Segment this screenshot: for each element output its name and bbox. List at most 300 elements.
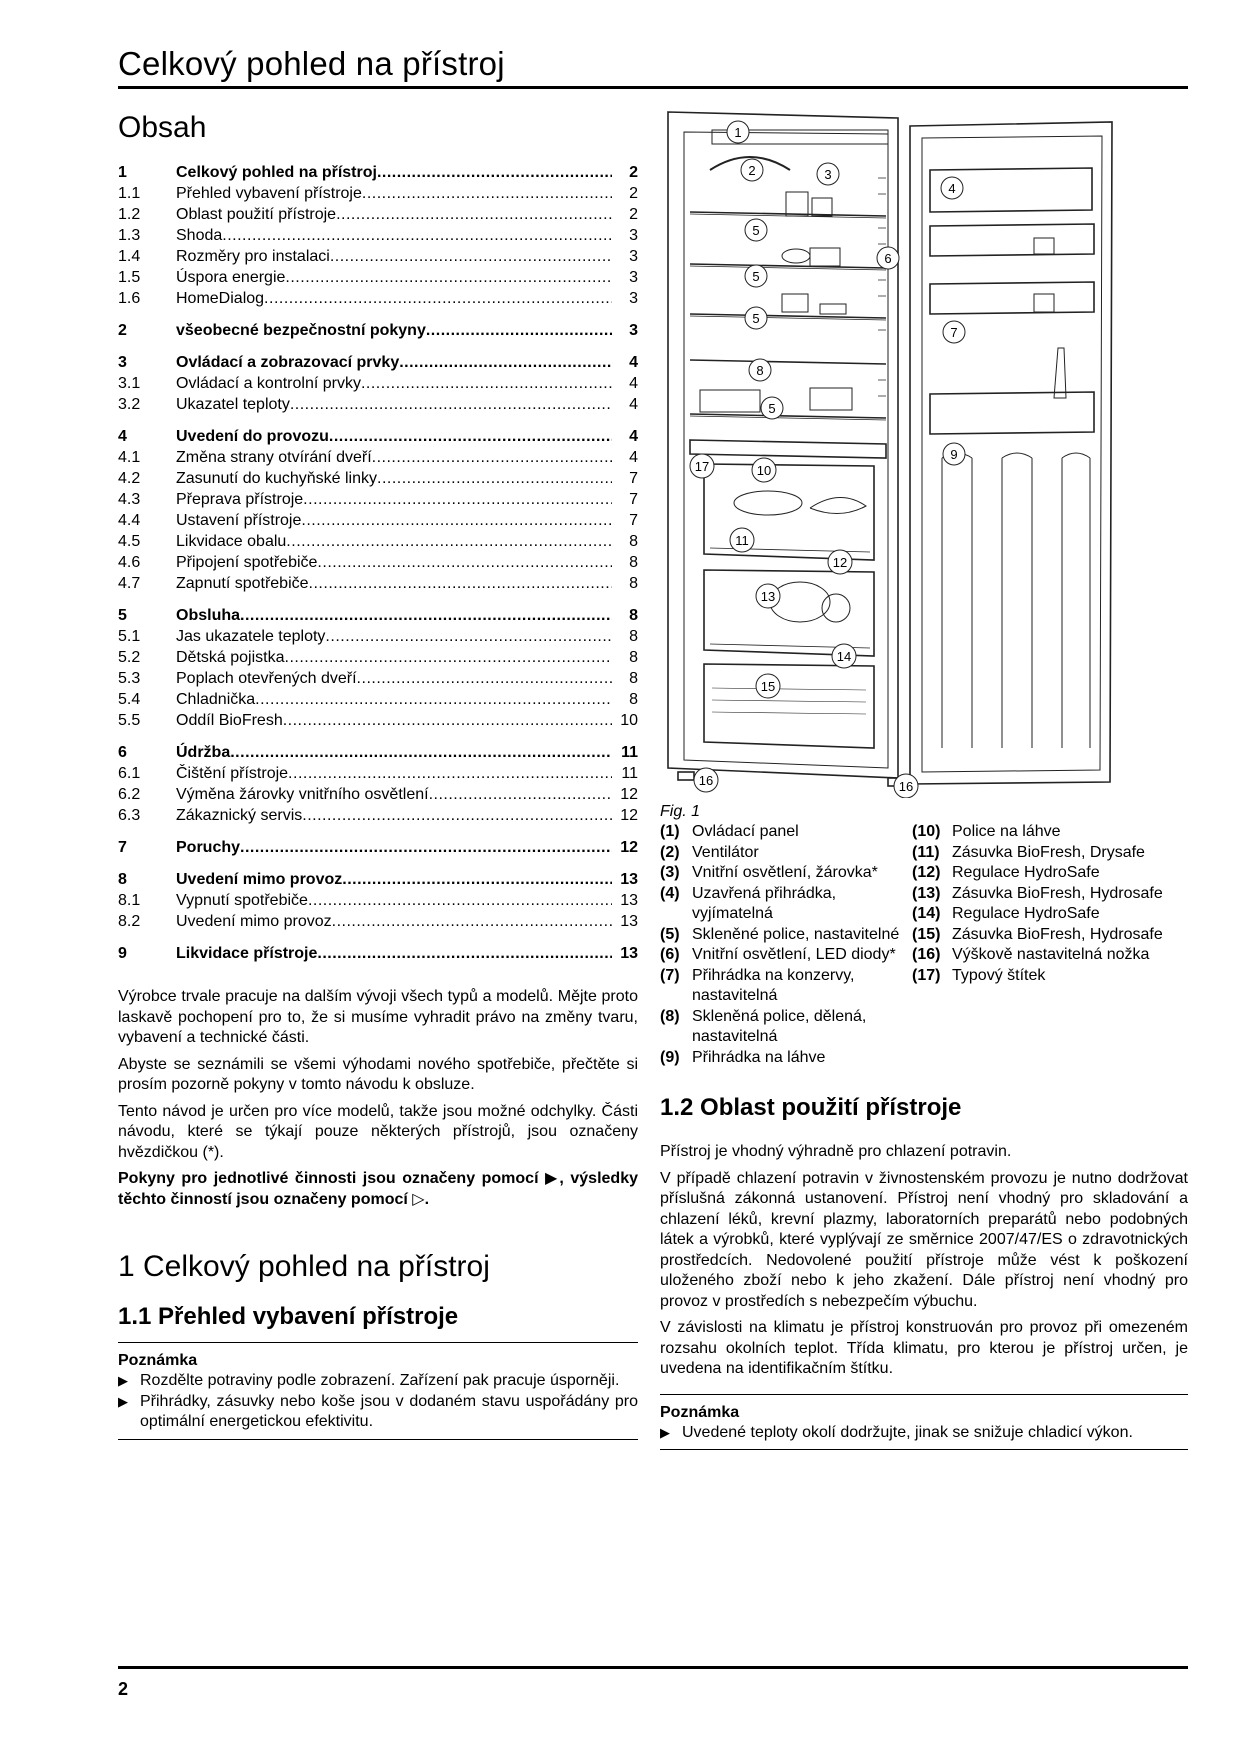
toc-entry[interactable] bbox=[118, 784, 638, 805]
note-item-text: Rozdělte potraviny podle zobrazení. Zařízení pak pracuje úsporněji. bbox=[140, 1372, 620, 1389]
toc-entry[interactable] bbox=[118, 373, 638, 394]
callout-11 bbox=[730, 528, 754, 552]
toc-leader-dots bbox=[288, 763, 612, 784]
toc-leader-dots bbox=[336, 204, 612, 225]
legend-item-text: Skleněné police, nastavitelné bbox=[692, 925, 900, 943]
toc-entry[interactable] bbox=[118, 742, 638, 763]
legend-item bbox=[660, 884, 912, 925]
svg-text:3: 3 bbox=[824, 167, 832, 182]
toc-entry[interactable] bbox=[118, 320, 638, 341]
callout-1 bbox=[727, 121, 749, 143]
fridge-illustration bbox=[660, 108, 1120, 798]
toc-leader-dots bbox=[325, 626, 612, 647]
legend-item-text: Typový štítek bbox=[952, 966, 1046, 984]
svg-text:4: 4 bbox=[948, 181, 956, 196]
legend-item bbox=[660, 1007, 912, 1048]
toc-entry-page: 13 bbox=[620, 892, 638, 909]
legend-item-text: Ventilátor bbox=[692, 843, 759, 861]
toc-entry-title: Poruchy bbox=[176, 839, 241, 856]
callout-5d bbox=[761, 397, 783, 419]
toc-entry[interactable] bbox=[118, 805, 638, 826]
toc-entry-page: 11 bbox=[621, 744, 638, 761]
toc-entry-page: 8 bbox=[629, 628, 638, 645]
toc-entry-title: Ovládací a kontrolní prvky bbox=[176, 375, 361, 392]
legend-item bbox=[912, 843, 1188, 864]
toc-spacer bbox=[118, 858, 638, 869]
toc-entry-page: 7 bbox=[629, 512, 638, 529]
callout-2 bbox=[741, 159, 763, 181]
legend-item-number: (3) bbox=[660, 864, 680, 881]
toc-entry-page: 13 bbox=[620, 913, 638, 930]
toc-entry-page: 8 bbox=[629, 670, 638, 687]
legend-item bbox=[912, 884, 1188, 905]
toc-entry[interactable] bbox=[118, 510, 638, 531]
toc-entry[interactable] bbox=[118, 531, 638, 552]
legend-item-text: Regulace HydroSafe bbox=[952, 905, 1100, 922]
toc-entry-title: HomeDialog bbox=[176, 290, 265, 307]
section-1-1-heading: 1.1 Přehled vybavení přístroje bbox=[118, 1303, 459, 1330]
toc-entry-page: 12 bbox=[620, 807, 638, 824]
door-outline bbox=[910, 122, 1112, 784]
callout-5c bbox=[745, 307, 767, 329]
svg-text:8: 8 bbox=[756, 363, 764, 378]
callout-9 bbox=[943, 443, 965, 465]
toc-entry-number: 8.2 bbox=[118, 913, 141, 930]
left-column bbox=[118, 108, 638, 1440]
toc-leader-dots bbox=[399, 352, 612, 373]
toc-entry[interactable] bbox=[118, 869, 638, 890]
callout-16b bbox=[894, 774, 918, 798]
toc-entry-number: 7 bbox=[118, 839, 127, 856]
toc-spacer bbox=[118, 932, 638, 943]
toc-entry-title: Přeprava přístroje bbox=[176, 491, 304, 508]
toc-leader-dots bbox=[285, 647, 613, 668]
toc-entry-page: 8 bbox=[629, 607, 638, 624]
toc-entry-title: Úspora energie bbox=[176, 269, 286, 286]
toc-entry-page: 8 bbox=[629, 554, 638, 571]
legend-item-number: (9) bbox=[660, 1048, 680, 1066]
legend-item bbox=[912, 925, 1188, 946]
legend-item-text: Vnitřní osvětlení, LED diody* bbox=[692, 946, 896, 963]
svg-text:5: 5 bbox=[768, 401, 776, 416]
toc-entry-number: 1.1 bbox=[118, 185, 141, 202]
toc-entry[interactable] bbox=[118, 647, 638, 668]
toc-entry[interactable] bbox=[118, 552, 638, 573]
legend-item-text: Výškově nastavitelná nožka bbox=[952, 946, 1150, 963]
toc-entry-title: Zákaznický servis bbox=[176, 807, 303, 824]
svg-text:1: 1 bbox=[734, 125, 742, 140]
toc-entry-page: 3 bbox=[629, 290, 638, 307]
legend-item-text: Přihrádka na láhve bbox=[692, 1048, 826, 1066]
legend-item-number: (14) bbox=[912, 905, 941, 922]
toc-entry-page: 7 bbox=[629, 470, 638, 487]
note-heading: Poznámka bbox=[118, 1352, 198, 1369]
toc-entry[interactable] bbox=[118, 246, 638, 267]
footer-rule bbox=[118, 1666, 1188, 1669]
toc-entry-title: Chladnička bbox=[176, 691, 256, 708]
toc-entry-page: 3 bbox=[629, 322, 638, 339]
toc-leader-dots bbox=[302, 805, 612, 826]
toc-entry-title: Změna strany otvírání dveří bbox=[176, 449, 372, 466]
callout-17 bbox=[690, 454, 714, 478]
toc-entry[interactable] bbox=[118, 763, 638, 784]
intro-text bbox=[118, 987, 638, 1210]
note-rule bbox=[118, 1439, 638, 1440]
toc-entry[interactable] bbox=[118, 626, 638, 647]
triangle-bullet-icon: ▶ bbox=[118, 1393, 128, 1409]
callout-4 bbox=[941, 177, 963, 199]
toc-entry-title: Přehled vybavení přístroje bbox=[176, 185, 362, 202]
toc-entry[interactable] bbox=[118, 911, 638, 932]
toc-entry-page: 12 bbox=[620, 786, 638, 803]
toc-entry-page: 4 bbox=[629, 396, 638, 413]
toc-entry-page: 8 bbox=[629, 575, 638, 592]
section-paragraph: Přístroj je vhodný výhradně pro chlazení potravin. bbox=[660, 1143, 1012, 1160]
toc-entry-number: 5 bbox=[118, 607, 127, 624]
section-paragraph: V případě chlazení potravin v živnostenském provozu je nutno dodržovat příslušná zákonná ustanovení. Přístroj není vhodný pro skladování a chlazení léků, krevní plazmy, laboratorních preparátů nebo podobných látek a výrobků, které vyplývají ze směrnice 2007/47/ES o zdravotnických prostředcích. Nedovolené použití přístroje může vést k poškození uloženého zboží nebo k jeho zkažení. Dále přístroj není vhodný pro provoz v prostředích s nebezpečím výbuchu. bbox=[660, 1169, 1188, 1310]
toc-leader-dots bbox=[222, 225, 612, 246]
toc-entry[interactable] bbox=[118, 267, 638, 288]
toc-entry-title: Vypnutí spotřebiče bbox=[176, 892, 308, 909]
toc-leader-dots bbox=[283, 710, 612, 731]
toc-entry-page: 3 bbox=[629, 248, 638, 265]
toc-entry-title: Obsluha bbox=[176, 607, 241, 624]
toc-title: Obsah bbox=[118, 111, 207, 144]
toc-entry-page: 13 bbox=[620, 945, 638, 962]
toc-leader-dots bbox=[317, 943, 612, 964]
toc-leader-dots bbox=[290, 394, 612, 415]
toc-entry[interactable] bbox=[118, 605, 638, 626]
toc-leader-dots bbox=[362, 183, 612, 204]
toc-entry-number: 3 bbox=[118, 354, 127, 371]
toc-entry[interactable] bbox=[118, 225, 638, 246]
page-header bbox=[118, 42, 1188, 89]
toc-spacer bbox=[118, 731, 638, 742]
page-footer bbox=[118, 1666, 1188, 1700]
header-rule bbox=[118, 86, 1188, 89]
legend-item-number: (16) bbox=[912, 946, 941, 963]
toc-leader-dots bbox=[285, 267, 612, 288]
toc-entry-page: 8 bbox=[629, 533, 638, 550]
svg-text:15: 15 bbox=[760, 679, 776, 694]
svg-text:5: 5 bbox=[752, 269, 760, 284]
legend-item-text: Přihrádka na konzervy, nastavitelná bbox=[692, 966, 855, 1004]
legend-item-number: (13) bbox=[912, 884, 941, 902]
toc-entry-number: 4.6 bbox=[118, 554, 141, 571]
toc-entry-number: 4.7 bbox=[118, 575, 141, 592]
svg-text:11: 11 bbox=[735, 533, 749, 548]
toc-entry-number: 6.2 bbox=[118, 786, 141, 803]
note-heading: Poznámka bbox=[660, 1403, 740, 1421]
toc-entry-number: 8 bbox=[118, 871, 127, 888]
toc-entry-title: Výměna žárovky vnitřního osvětlení bbox=[176, 786, 429, 803]
toc-entry[interactable] bbox=[118, 288, 638, 309]
toc-entry-title: Ukazatel teploty bbox=[176, 396, 290, 413]
toc-entry[interactable] bbox=[118, 394, 638, 415]
toc-leader-dots bbox=[342, 869, 612, 890]
note-rule bbox=[660, 1449, 1188, 1450]
toc-spacer bbox=[118, 341, 638, 352]
toc-entry-number: 4 bbox=[118, 428, 127, 445]
toc-entry-page: 2 bbox=[629, 206, 638, 223]
toc-leader-dots bbox=[301, 510, 612, 531]
toc-entry-page: 8 bbox=[629, 649, 638, 666]
toc-entry-page: 2 bbox=[629, 185, 638, 202]
toc-entry-number: 4.3 bbox=[118, 491, 141, 508]
legend-item bbox=[660, 863, 912, 884]
toc-entry[interactable] bbox=[118, 183, 638, 204]
toc-entry-title: Uvedení mimo provoz bbox=[176, 871, 343, 888]
legend-item bbox=[660, 822, 912, 843]
toc-entry[interactable] bbox=[118, 573, 638, 594]
toc-leader-dots bbox=[240, 837, 612, 858]
legend-item bbox=[660, 1048, 912, 1069]
toc-entry-page: 12 bbox=[620, 839, 638, 856]
toc-leader-dots bbox=[426, 320, 612, 341]
toc-entry-number: 5.3 bbox=[118, 670, 141, 687]
right-column bbox=[660, 108, 1188, 1450]
toc-entry-page: 4 bbox=[629, 375, 638, 392]
toc-entry-title: Uvedení do provozu bbox=[176, 428, 329, 445]
intro-paragraph: Výrobce trvale pracuje na dalším vývoji všech typů a modelů. Mějte proto laskavě pochopení pro to, že si musíme vyhradit právo na změny tvaru, vybavení a technické části. bbox=[118, 988, 638, 1046]
toc-leader-dots bbox=[240, 605, 612, 626]
svg-text:9: 9 bbox=[950, 447, 958, 462]
legend-item-text: Police na láhve bbox=[952, 823, 1061, 840]
callout-16a bbox=[694, 768, 718, 792]
svg-text:17: 17 bbox=[694, 459, 710, 474]
legend-item-text: Ovládací panel bbox=[692, 823, 799, 840]
toc-entry-title: Likvidace přístroje bbox=[176, 945, 318, 962]
toc-leader-dots bbox=[429, 784, 612, 805]
legend-item-number: (4) bbox=[660, 884, 680, 902]
callout-10 bbox=[752, 458, 776, 482]
toc-leader-dots bbox=[255, 689, 612, 710]
note-item bbox=[118, 1371, 638, 1392]
toc-leader-dots bbox=[332, 911, 612, 932]
toc-entry-title: Oddíl BioFresh bbox=[176, 712, 283, 729]
legend-item-number: (5) bbox=[660, 925, 680, 943]
toc-entry-number: 3.2 bbox=[118, 396, 141, 413]
toc-entry-page: 3 bbox=[629, 227, 638, 244]
toc-entry-number: 1.6 bbox=[118, 290, 141, 307]
toc-entry-title: Oblast použití přístroje bbox=[176, 206, 337, 223]
legend-column-right bbox=[912, 822, 1188, 1068]
note-item-text: Přihrádky, zásuvky nebo koše jsou v dodaném stavu uspořádány pro optimální energetickou efektivitu. bbox=[140, 1392, 638, 1430]
toc-leader-dots bbox=[372, 447, 612, 468]
toc-entry-number: 4.1 bbox=[118, 449, 141, 466]
legend-item bbox=[912, 822, 1188, 843]
toc-leader-dots bbox=[330, 246, 612, 267]
toc-entry[interactable] bbox=[118, 837, 638, 858]
svg-text:2: 2 bbox=[748, 163, 756, 178]
legend-item bbox=[660, 925, 912, 946]
toc-entry-title: Likvidace obalu bbox=[176, 533, 287, 550]
toc-leader-dots bbox=[286, 531, 612, 552]
legend-item-number: (17) bbox=[912, 966, 941, 984]
toc-entry-title: Shoda bbox=[176, 227, 223, 244]
toc-entry-number: 2 bbox=[118, 322, 127, 339]
toc-entry-page: 13 bbox=[620, 871, 638, 888]
toc-entry-number: 1 bbox=[118, 164, 127, 181]
legend-item bbox=[912, 945, 1188, 966]
toc-entry-title: Ovládací a zobrazovací prvky bbox=[176, 354, 400, 371]
svg-text:16: 16 bbox=[698, 773, 714, 788]
toc-leader-dots bbox=[329, 426, 612, 447]
legend-item-number: (10) bbox=[912, 823, 941, 840]
toc-entry-title: Poplach otevřených dveří bbox=[176, 670, 357, 687]
legend-item bbox=[660, 966, 912, 1007]
fridge-diagram bbox=[660, 108, 1120, 798]
toc-leader-dots bbox=[357, 668, 612, 689]
legend-item-text: Zásuvka BioFresh, Hydrosafe bbox=[952, 884, 1163, 902]
toc-entry-page: 7 bbox=[629, 491, 638, 508]
note-box bbox=[660, 1395, 1188, 1444]
toc-entry-number: 4.4 bbox=[118, 512, 141, 529]
toc-entry-page: 4 bbox=[629, 449, 638, 466]
toc-entry-page: 2 bbox=[629, 164, 638, 181]
toc-leader-dots bbox=[317, 552, 612, 573]
legend-item bbox=[912, 904, 1188, 925]
toc-entry-title: Rozměry pro instalaci bbox=[176, 248, 330, 265]
legend-item-text: Vnitřní osvětlení, žárovka* bbox=[692, 864, 878, 881]
toc-entry-title: Zasunutí do kuchyňské linky bbox=[176, 470, 377, 487]
toc-entry-number: 1.5 bbox=[118, 269, 141, 286]
toc-entry-page: 8 bbox=[629, 691, 638, 708]
toc-entry-title: Uvedení mimo provoz bbox=[176, 913, 332, 930]
toc-entry-title: všeobecné bezpečnostní pokyny bbox=[176, 322, 426, 339]
legend-item-number: (2) bbox=[660, 843, 680, 861]
legend-item bbox=[660, 843, 912, 864]
legend-item-number: (1) bbox=[660, 823, 680, 840]
legend-item-number: (12) bbox=[912, 864, 941, 881]
legend-item-number: (11) bbox=[912, 843, 940, 861]
toc-entry-number: 5.5 bbox=[118, 712, 141, 729]
table-of-contents bbox=[118, 162, 638, 964]
legend-item-number: (8) bbox=[660, 1007, 680, 1025]
toc-leader-dots bbox=[309, 573, 612, 594]
toc-entry-title: Čištění přístroje bbox=[176, 765, 289, 782]
toc-entry-page: 10 bbox=[620, 712, 638, 729]
callout-12 bbox=[828, 550, 852, 574]
callout-3 bbox=[817, 163, 839, 185]
toc-leader-dots bbox=[361, 373, 612, 394]
toc-entry-title: Údržba bbox=[176, 744, 231, 761]
toc-entry[interactable] bbox=[118, 710, 638, 731]
toc-entry[interactable] bbox=[118, 489, 638, 510]
callout-8 bbox=[749, 359, 771, 381]
toc-entry-number: 4.5 bbox=[118, 533, 141, 550]
toc-entry-title: Ustavení přístroje bbox=[176, 512, 302, 529]
toc-entry-page: 4 bbox=[629, 428, 638, 445]
callout-6 bbox=[877, 247, 899, 269]
legend-item-text: Skleněná police, dělená, nastavitelná bbox=[692, 1007, 867, 1045]
triangle-bullet-icon: ▶ bbox=[660, 1424, 670, 1440]
toc-spacer bbox=[118, 826, 638, 837]
callout-5a bbox=[745, 219, 767, 241]
toc-entry-title: Zapnutí spotřebiče bbox=[176, 575, 309, 592]
intro-paragraph: Abyste se seznámili se všemi výhodami nového spotřebiče, přečtěte si prosím pozorně pokyny v tomto návodu k obsluze. bbox=[118, 1055, 638, 1093]
toc-entry-page: 4 bbox=[629, 354, 638, 371]
toc-entry[interactable] bbox=[118, 162, 638, 183]
svg-text:12: 12 bbox=[832, 555, 848, 570]
toc-entry-number: 9 bbox=[118, 945, 127, 962]
section-1-2-heading: 1.2 Oblast použití přístroje bbox=[660, 1094, 962, 1121]
toc-entry-page: 3 bbox=[629, 269, 638, 286]
figure-caption: Fig. 1 bbox=[660, 803, 701, 820]
legend-item-text: Zásuvka BioFresh, Hydrosafe bbox=[952, 925, 1163, 943]
legend-column-left bbox=[660, 822, 912, 1068]
legend-item bbox=[912, 863, 1188, 884]
section-paragraph: V závislosti na klimatu je přístroj konstruován pro provoz při omezeném rozsahu okolních teplot. Třída klimatu, pro kterou je přístroj určen, je uvedena na identifikačním štítku. bbox=[660, 1319, 1188, 1377]
svg-text:13: 13 bbox=[760, 589, 776, 604]
toc-entry[interactable] bbox=[118, 426, 638, 447]
toc-entry[interactable] bbox=[118, 668, 638, 689]
toc-entry-number: 1.4 bbox=[118, 248, 141, 265]
toc-leader-dots bbox=[377, 162, 612, 183]
note-item bbox=[660, 1423, 1188, 1444]
legend-item bbox=[660, 945, 912, 966]
toc-entry[interactable] bbox=[118, 447, 638, 468]
svg-text:5: 5 bbox=[752, 311, 760, 326]
toc-entry[interactable] bbox=[118, 352, 638, 373]
toc-entry[interactable] bbox=[118, 204, 638, 225]
toc-spacer bbox=[118, 594, 638, 605]
toc-entry[interactable] bbox=[118, 468, 638, 489]
legend-item-number: (7) bbox=[660, 966, 680, 984]
callout-15 bbox=[756, 674, 780, 698]
section-1-heading: 1 Celkový pohled na přístroj bbox=[118, 1250, 490, 1283]
legend-item-number: (6) bbox=[660, 946, 680, 963]
legend-item-text: Zásuvka BioFresh, Drysafe bbox=[952, 843, 1145, 861]
legend-item bbox=[912, 966, 1188, 987]
legend-item-text: Uzavřená přihrádka, vyjímatelná bbox=[692, 884, 837, 922]
toc-entry-number: 6.3 bbox=[118, 807, 141, 824]
page-number: 2 bbox=[118, 1679, 129, 1699]
note-item bbox=[118, 1392, 638, 1433]
toc-entry-title: Připojení spotřebiče bbox=[176, 554, 318, 571]
toc-entry-number: 5.2 bbox=[118, 649, 141, 666]
toc-leader-dots bbox=[377, 468, 612, 489]
svg-text:6: 6 bbox=[884, 251, 892, 266]
svg-text:14: 14 bbox=[836, 649, 852, 664]
figure-legend bbox=[660, 822, 1188, 1068]
toc-entry-number: 4.2 bbox=[118, 470, 141, 487]
toc-leader-dots bbox=[264, 288, 612, 309]
toc-entry-title: Jas ukazatele teploty bbox=[176, 628, 326, 645]
toc-entry-number: 3.1 bbox=[118, 375, 141, 392]
toc-entry-number: 1.2 bbox=[118, 206, 141, 223]
toc-entry[interactable] bbox=[118, 943, 638, 964]
svg-text:7: 7 bbox=[950, 325, 958, 340]
toc-leader-dots bbox=[308, 890, 612, 911]
legend-item-number: (15) bbox=[912, 925, 941, 943]
legend-item-text: Regulace HydroSafe bbox=[952, 864, 1100, 881]
toc-entry-title: Dětská pojistka bbox=[176, 649, 285, 666]
toc-entry-number: 6.1 bbox=[118, 765, 141, 782]
intro-paragraph: Tento návod je určen pro více modelů, takže jsou možné odchylky. Části návodu, které se týkají pouze některých přístrojů, jsou označeny hvězdičkou (*). bbox=[118, 1102, 638, 1161]
toc-entry[interactable] bbox=[118, 689, 638, 710]
toc-spacer bbox=[118, 415, 638, 426]
callout-13 bbox=[756, 584, 780, 608]
note-box bbox=[118, 1343, 638, 1433]
callout-7 bbox=[943, 321, 965, 343]
callout-5b bbox=[745, 265, 767, 287]
toc-entry[interactable] bbox=[118, 890, 638, 911]
toc-entry-number: 1.3 bbox=[118, 227, 141, 244]
toc-entry-title: Celkový pohled na přístroj bbox=[176, 164, 377, 181]
toc-entry-number: 5.4 bbox=[118, 691, 141, 708]
toc-spacer bbox=[118, 309, 638, 320]
